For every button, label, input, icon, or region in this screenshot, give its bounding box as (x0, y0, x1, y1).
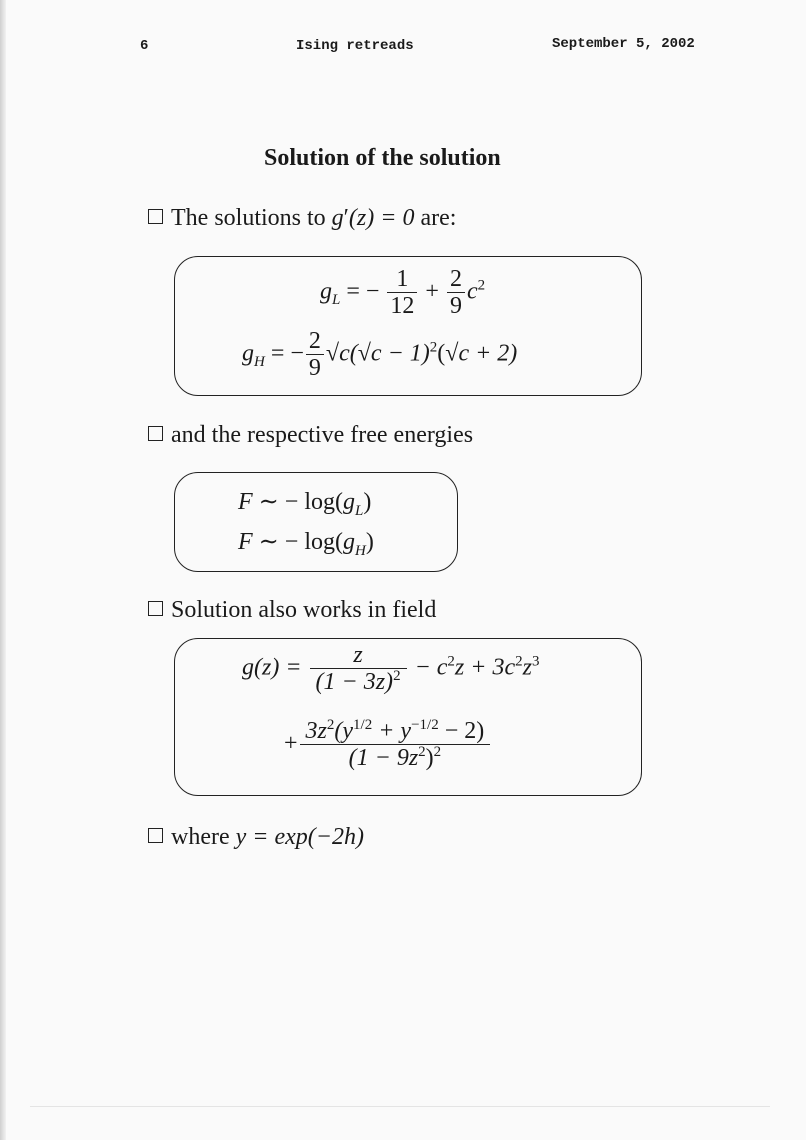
fraction-2-9: $\frac{2}{9}$ (306, 328, 324, 382)
bullet-text: The solutions to (171, 205, 326, 231)
slide-title: Solution of the solution (264, 145, 501, 171)
eq-rel: = − (346, 278, 380, 305)
math-g: g (331, 205, 344, 231)
checkbox-square-icon (148, 601, 163, 616)
equation-gH: $g_H$ = − $\frac{2}{9}$ $√c(√c - 1)^2(√c + 2)$ (242, 328, 518, 382)
eq-op: + (425, 278, 439, 305)
equation-box-free-energies (174, 472, 458, 572)
page-edge-shadow (0, 0, 6, 1140)
bullet-text: and the respective free energies (171, 422, 474, 448)
equation-F-gL: F ∼ − $\log(g_L)$ (238, 489, 372, 519)
page-number: 6 (140, 38, 149, 54)
eq-lhs: g (320, 278, 332, 305)
checkbox-square-icon (148, 828, 163, 843)
fraction-field-term: $\frac{3z^2(y^{1/2} + y^{-1/2} - 2)}{(1 - 9z^2)^2}$ (300, 718, 491, 772)
eq-body: c + 2) (458, 340, 518, 367)
eq-body: c − 1) (370, 340, 430, 367)
sqrt-icon: √ (325, 340, 340, 367)
equation-g-z: g(z) = $\frac{z}{(1 - 3z)^2}$ − $c^2z + 3c^2z^3$ (242, 642, 540, 696)
bullet-text-after: are: (420, 205, 457, 231)
equation-g-z-line2: + $\frac{3z^2(y^{1/2} + y^{-1/2} - 2)}{(1 - 9z^2)^2}$ (284, 718, 492, 772)
eq-body: c( (339, 340, 358, 367)
sqrt-icon: √ (445, 340, 459, 367)
fraction-2-9: $\frac{2}{9}$ (447, 266, 465, 320)
eq-lhs-sub: L (332, 292, 341, 309)
math-expression: (z) = 0 (348, 205, 415, 231)
sqrt-icon: √ (357, 340, 371, 367)
eq-body: ( (437, 340, 446, 367)
fraction-1-12: $\frac{1}{12}$ (387, 266, 417, 320)
eq-lhs-sub: H (254, 354, 265, 371)
checkbox-square-icon (148, 426, 163, 441)
math-expression: y = exp(−2h) (235, 824, 364, 850)
eq-lhs: g (242, 340, 254, 367)
header-date: September 5, 2002 (552, 36, 695, 52)
fraction-z: $\frac{z}{(1 - 3z)^2}$ (310, 642, 407, 696)
math-prime: ′ (343, 205, 349, 231)
eq-rel: = − (270, 340, 304, 367)
equation-gL: $g_L$ = − $\frac{1}{12}$ + $\frac{2}{9}$ $c^2$ (320, 266, 486, 320)
bullet-text: where (171, 824, 230, 850)
page-bottom-edge (30, 1106, 770, 1107)
bullet-solutions (148, 205, 456, 232)
checkbox-square-icon (148, 209, 163, 224)
bullet-field (148, 597, 436, 624)
bullet-where (148, 824, 364, 851)
bullet-free-energies (148, 422, 473, 449)
running-title: Ising retreads (296, 38, 414, 54)
equation-F-gH: F ∼ − $\log(g_H)$ (238, 529, 374, 559)
eq-var: c (466, 278, 478, 305)
bullet-text: Solution also works in field (171, 597, 437, 623)
